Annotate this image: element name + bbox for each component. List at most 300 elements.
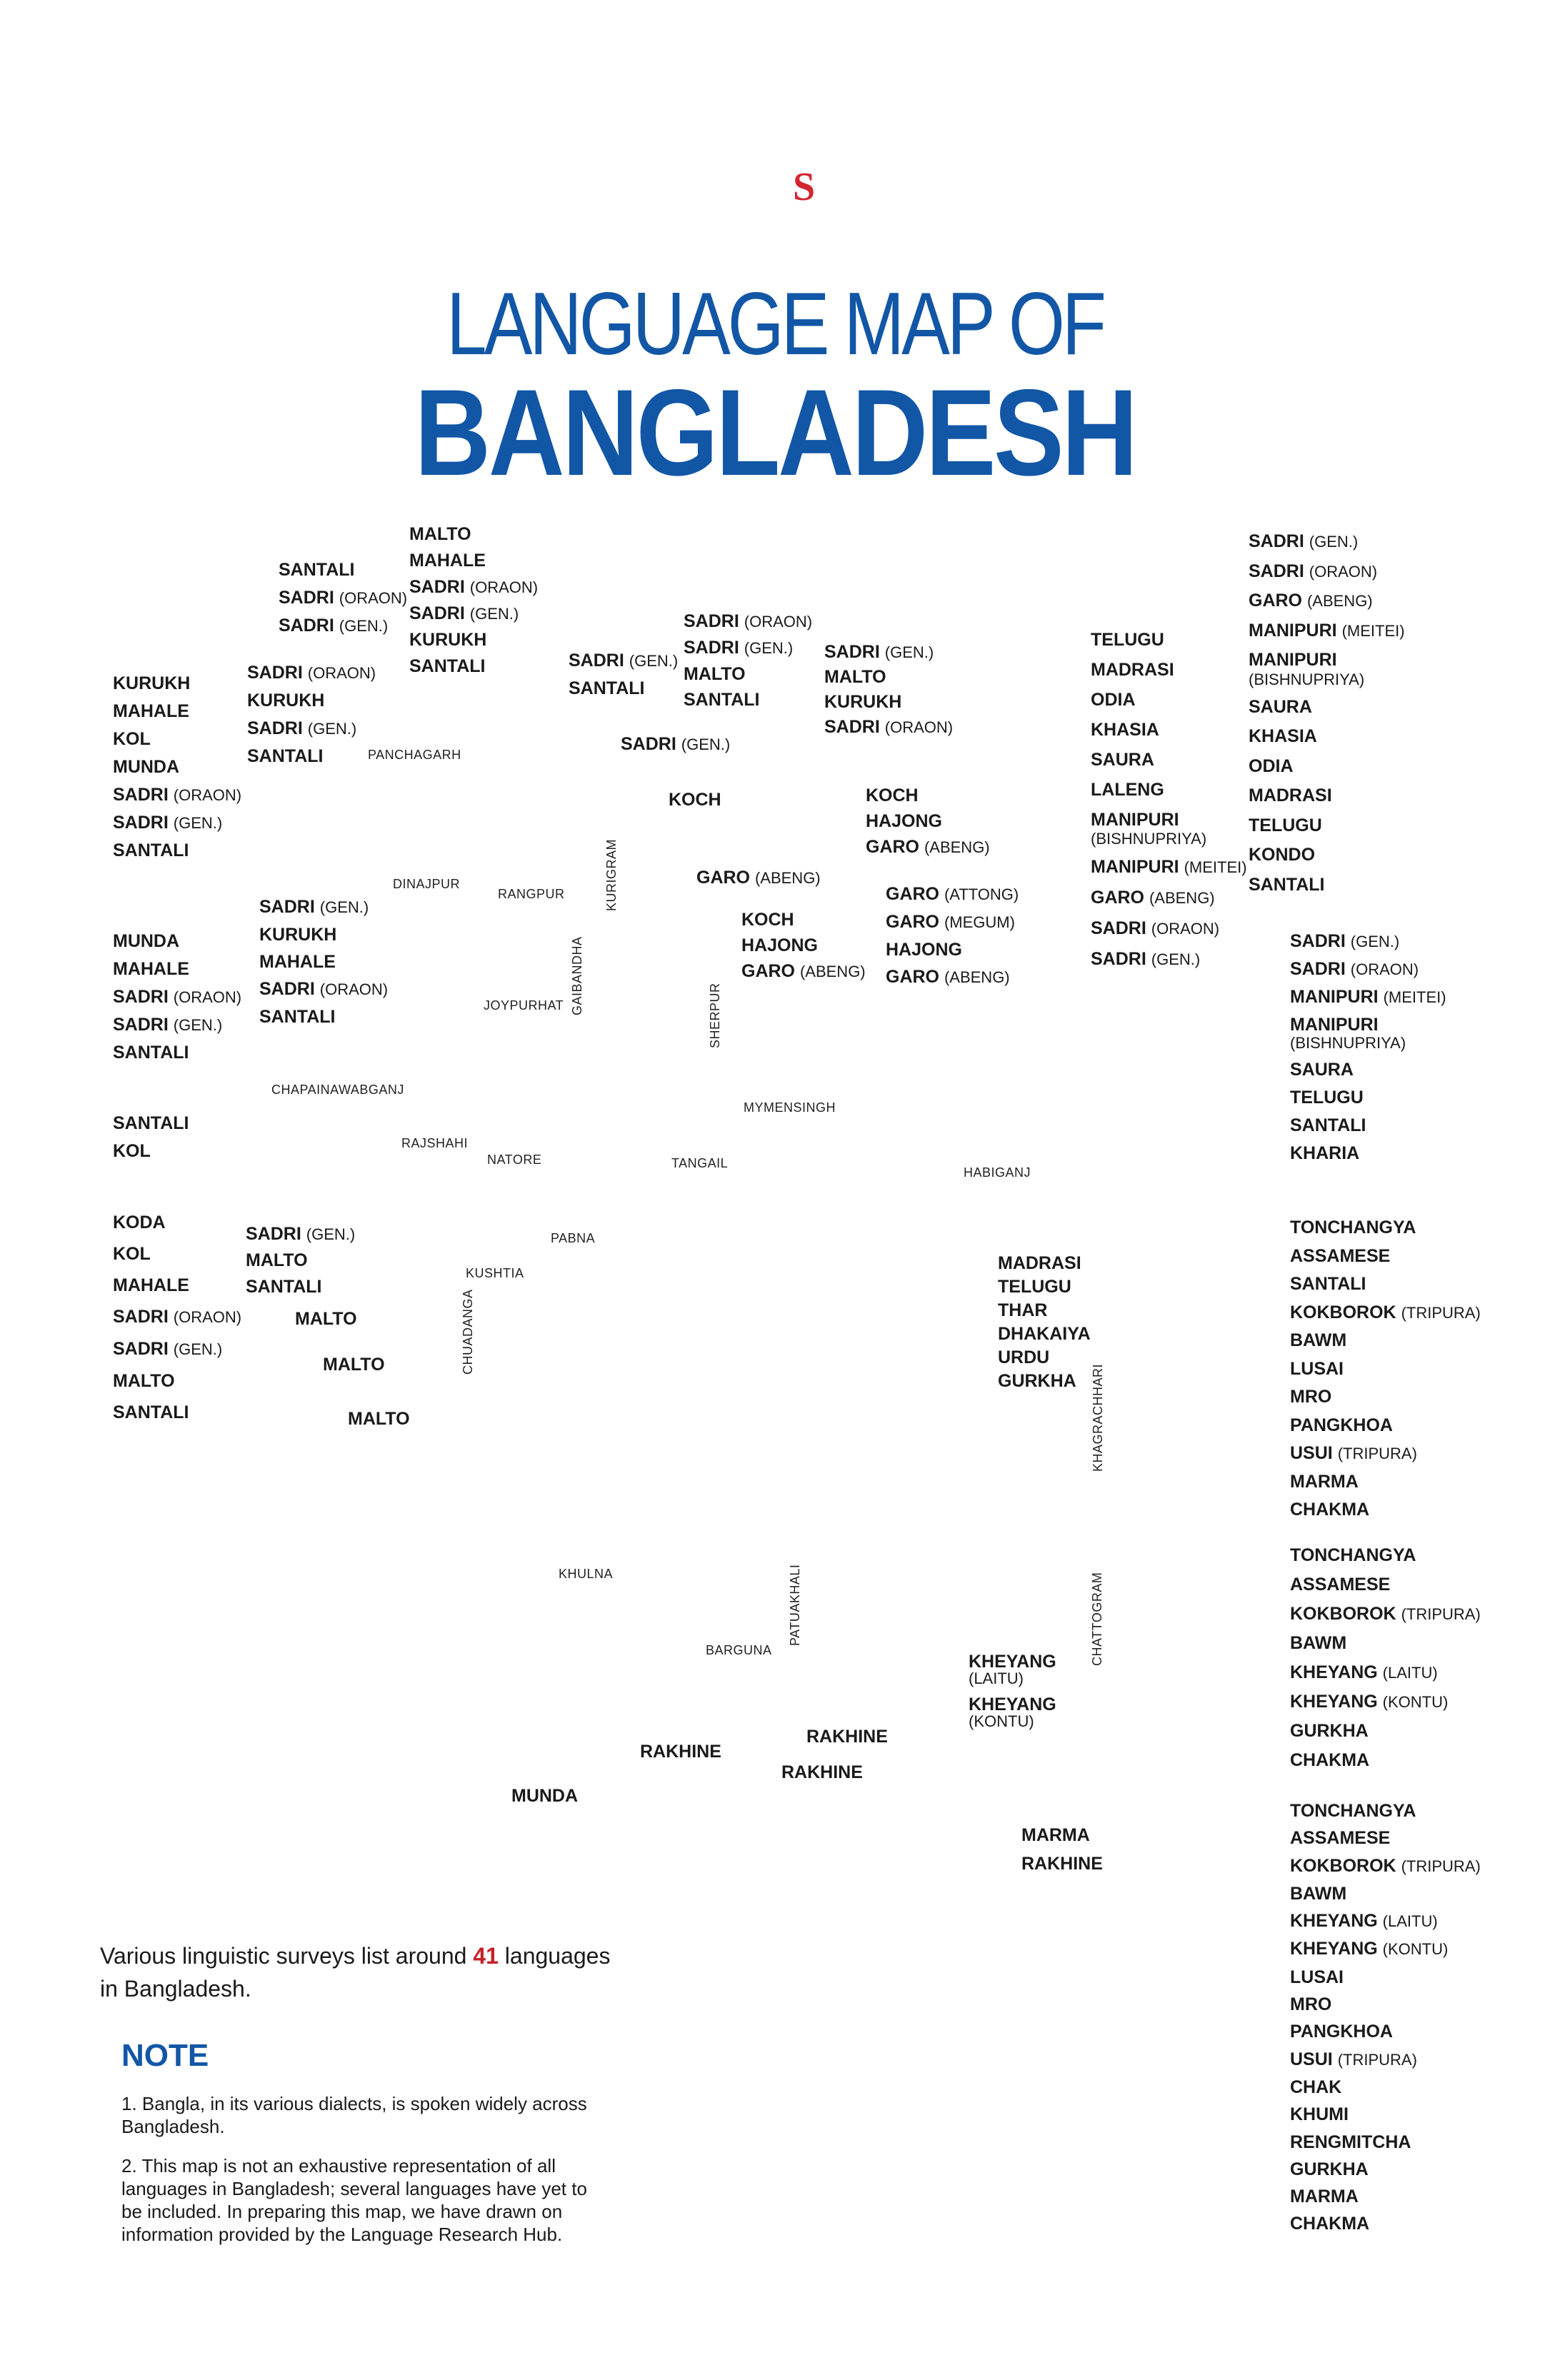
language-name: ODIA [1091,690,1136,710]
language-group-rakhine-3 [781,1759,863,1787]
language-name: SADRI [113,1015,169,1035]
language-entry [247,715,376,743]
language-entry [409,521,538,548]
language-name: KOCH [866,785,919,805]
language-name: MALTO [323,1355,385,1375]
language-entry [259,975,388,1003]
language-entry [781,1759,863,1787]
language-entry [1290,1112,1446,1140]
language-group-northeast-1 [1249,527,1405,900]
language-name: BAWM [1290,1883,1347,1904]
language-name: GARO [696,868,750,888]
language-entry [1290,2129,1481,2156]
language-name: SANTALI [684,690,760,710]
language-name: MAHALE [113,959,189,979]
language-entry [1290,1270,1481,1299]
language-name: SADRI [247,663,303,683]
language-name: SANTALI [113,1113,189,1133]
language-name: KURUKH [259,925,337,945]
language-entry [259,948,388,975]
language-entry [1091,715,1247,745]
language-entry [1091,883,1247,913]
language-name: KHEYANG [969,1694,1056,1714]
language-name: SADRI [246,1224,301,1244]
language-entry [741,933,866,958]
language-name: LUSAI [1290,1358,1344,1379]
language-name: GARO [866,837,919,857]
language-entry [113,1397,241,1428]
language-name: MRO [1290,1387,1332,1407]
language-group-dinajpur [259,893,388,1030]
language-entry [113,698,241,725]
language-entry [1290,2074,1481,2101]
title-line-1: LANGUAGE MAP OF [446,275,1104,373]
language-entry [113,1365,241,1397]
place-label-mymensingh: MYMENSINGH [744,1100,836,1115]
language-entry [998,1346,1091,1370]
language-name: MANIPURI [1091,810,1179,830]
language-entry [1290,1797,1481,1824]
language-name: SADRI [1290,959,1346,979]
language-entry [998,1322,1091,1346]
language-name: USUI [1290,2049,1333,2069]
language-qualifier: (MEITEI) [1341,621,1405,640]
language-group-west-1 [113,928,241,1067]
language-qualifier: (ORAON) [1350,960,1419,978]
language-entry [1290,1629,1481,1658]
language-group-panchagarh-3 [247,659,376,770]
language-entry [1249,693,1405,723]
language-entry [1290,1880,1481,1907]
language-name: MANIPURI [1290,987,1379,1007]
language-name: SADRI [1091,918,1146,938]
language-name: ASSAMESE [1290,1828,1391,1849]
language-group-north-3 [621,730,730,758]
language-qualifier: (TRIPURA) [1337,2050,1417,2069]
language-entry [1290,1242,1481,1271]
language-entry [1290,1991,1481,2018]
language-entry [1091,775,1247,805]
language-name: SAURA [1290,1060,1354,1080]
language-name: RAKHINE [806,1727,888,1747]
language-entry [1290,2046,1481,2074]
language-entry [113,1207,241,1238]
language-group-rakhine-2 [640,1738,721,1766]
language-name: HAJONG [866,811,942,831]
language-name: KURUKH [824,692,902,712]
language-entry [1290,1658,1481,1687]
language-entry [1290,1746,1481,1775]
language-entry [259,1003,388,1030]
language-entry [684,661,812,687]
language-group-northwest-1 [113,670,241,865]
language-name: KHASIA [1249,726,1317,746]
language-group-malto-2 [323,1351,385,1379]
language-entry [1290,2156,1481,2183]
language-qualifier: (GEN.) [1350,933,1400,950]
language-name: MAHALE [409,551,486,571]
language-entry [279,584,407,612]
language-entry [1290,1717,1481,1746]
language-name: THAR [998,1300,1048,1320]
language-name: KURUKH [113,673,191,693]
language-qualifier: (ABENG) [754,869,821,887]
language-name: MANIPURI [1091,857,1179,877]
language-name: GURKHA [998,1371,1076,1391]
language-entry [1249,616,1405,646]
language-name: MADRASI [1249,785,1332,805]
language-entry [998,1275,1091,1299]
language-name: TONCHANGYA [1290,1217,1416,1237]
language-entry [247,659,376,687]
language-name: KOKBOROK [1290,1855,1396,1876]
language-entry [1249,811,1405,841]
language-qualifier: (GEN.) [319,898,369,916]
language-name: MADRASI [998,1253,1081,1273]
language-name: SANTALI [113,1043,189,1063]
language-name: KHEYANG [969,1652,1056,1672]
language-group-west-2 [113,1110,189,1165]
language-entry [1290,1852,1481,1880]
language-name: MARMA [1290,1471,1359,1492]
language-name: ODIA [1249,755,1294,776]
language-name: KOL [113,729,151,749]
note-title: NOTE [121,2038,209,2073]
language-name: TELUGU [1290,1088,1364,1108]
language-entry [1290,2018,1481,2045]
language-entry [1290,1084,1446,1112]
language-name: SADRI [409,603,465,623]
language-entry [1249,840,1405,870]
language-qualifier: (GEN.) [173,1340,223,1358]
language-group-kushtia [246,1221,355,1300]
language-qualifier: (MEGUM) [944,913,1015,931]
place-label-khulna: KHULNA [559,1567,614,1581]
language-name: KOKBOROK [1290,1604,1396,1624]
language-qualifier: (ABENG) [1149,889,1215,907]
language-name: SANTALI [409,656,486,676]
language-name: KURUKH [409,630,487,650]
language-name: KODA [113,1212,166,1232]
language-qualifier: (ORAON) [173,988,242,1006]
language-qualifier: (ORAON) [173,1308,242,1326]
language-entry [998,1252,1091,1275]
language-name: SADRI [113,785,169,805]
language-group-north-1 [569,647,678,703]
language-entry [886,936,1019,963]
language-name: KHEYANG [1290,1911,1378,1932]
language-name: SADRI [1290,931,1346,951]
language-name: MRO [1290,1994,1332,2015]
language-name: KOKBOROK [1290,1302,1396,1322]
language-name: SANTALI [246,1277,322,1297]
language-name: SANTALI [247,746,324,766]
language-entry [113,670,241,698]
language-qualifier: (GEN.) [306,1225,356,1243]
language-qualifier: (GEN.) [629,652,679,670]
language-qualifier: (ORAON) [469,578,539,596]
place-label-khagrachhari: KHAGRACHHARI [1091,1363,1105,1472]
language-name: RENGMITCHA [1290,2132,1411,2152]
language-name: CHAKMA [1290,1750,1370,1770]
language-name: TONCHANGYA [1290,1801,1416,1821]
language-entry [1249,586,1405,616]
language-entry [1290,1056,1446,1084]
language-entry [1021,1849,1103,1878]
note-item-1: 1. Bangla, in its various dialects, is spoken widely across Bangladesh. [121,2093,587,2137]
language-entry [409,627,538,653]
language-entry [113,1301,241,1333]
language-name: GARO [886,884,939,904]
language-name: SANTALI [1249,874,1325,895]
language-entry [741,907,866,933]
language-entry [1290,928,1446,955]
language-entry [1091,913,1247,944]
language-entry [824,665,953,690]
place-label-chapainawabganj: CHAPAINAWABGANJ [271,1083,404,1097]
language-qualifier: (BISHNUPRIYA) [1091,830,1207,848]
language-name: MALTO [295,1309,357,1329]
survey-text-line2: in Bangladesh. [100,1976,251,2002]
language-qualifier: (LAITU) [1382,1664,1438,1682]
place-label-chattogram: CHATTOGRAM [1090,1572,1104,1666]
language-name: KHASIA [1091,720,1159,740]
language-entry [866,783,990,808]
language-entry [259,921,388,948]
language-name: SADRI [1249,531,1304,551]
language-qualifier: (TRIPURA) [1401,1605,1481,1623]
language-name: SADRI [259,897,315,917]
note-item-2: 2. This map is not an exhaustive representation of all languages in Bangladesh; several languages have yet to be included. In preparing this map, we have drawn on information provided by the Language Research Hub. [121,2155,587,2245]
survey-summary [100,1939,610,2005]
place-label-rangpur: RANGPUR [498,887,565,901]
language-name: ASSAMESE [1290,1575,1391,1595]
language-name: SADRI [279,588,334,608]
language-name: RAKHINE [1021,1854,1103,1874]
language-name: MANIPURI [1249,650,1337,670]
language-group-north-4 [824,640,953,740]
language-name: GURKHA [1290,2159,1369,2179]
language-entry [1290,955,1446,983]
language-name: SADRI [113,987,169,1007]
language-entry [1290,1496,1481,1525]
language-name: MANIPURI [1249,620,1337,641]
language-name: BAWM [1290,1633,1347,1653]
language-entry [323,1351,385,1379]
language-name: SANTALI [1290,1115,1366,1135]
language-name: MADRASI [1091,660,1174,680]
language-name: SADRI [259,979,315,999]
language-entry [684,608,812,635]
language-entry [246,1221,355,1247]
language-name: PANGKHOA [1290,2022,1393,2042]
language-name: SANTALI [113,840,189,860]
language-qualifier: (ORAON) [1309,562,1378,581]
language-entry [247,743,376,770]
language-name: ASSAMESE [1290,1245,1391,1266]
language-entry [1091,745,1247,775]
language-qualifier: (ORAON) [319,980,389,998]
language-name: BAWM [1290,1330,1347,1350]
language-entry [741,958,866,985]
language-qualifier: (GEN.) [1151,950,1201,968]
language-entry [113,1039,241,1067]
language-qualifier: (ATTONG) [944,885,1019,903]
language-name: CHAKMA [1290,1500,1370,1520]
language-entry [1290,1935,1481,1963]
language-entry [1290,1687,1481,1717]
language-name: KHEYANG [1290,1692,1378,1712]
language-entry [113,1138,189,1165]
place-label-kurigram: KURIGRAM [604,838,619,911]
language-entry [1290,1964,1481,1991]
language-entry [1290,1412,1481,1440]
language-name: KHEYANG [1290,1662,1378,1682]
language-entry [246,1274,355,1300]
language-entry [1290,1299,1481,1327]
language-group-mymensingh-2 [886,880,1019,991]
language-qualifier: (KONTU) [1382,1693,1449,1711]
place-label-rajshahi: RAJSHAHI [401,1136,469,1150]
language-name: URDU [998,1347,1050,1367]
language-entry [1290,1541,1481,1570]
language-name: SADRI [824,642,880,662]
language-qualifier: (BISHNUPRIYA) [1290,1034,1406,1052]
language-entry [1290,1383,1481,1412]
language-entry [1091,852,1247,883]
language-name: MAHALE [113,701,189,721]
language-qualifier: (ORAON) [1151,920,1220,938]
language-qualifier: (KONTU) [969,1712,1034,1730]
language-name: KURUKH [247,691,325,711]
place-label-tangail: TANGAIL [671,1156,729,1170]
language-entry [1290,1214,1481,1242]
language-qualifier: (TRIPURA) [1337,1445,1417,1462]
language-entry [1249,557,1405,587]
language-qualifier: (ORAON) [744,613,813,631]
language-entry [696,864,821,892]
language-name: SADRI [684,611,739,631]
language-entry [1091,685,1247,715]
language-group-munda-south [511,1782,578,1810]
language-name: SADRI [569,651,624,671]
language-name: KOCH [669,790,721,810]
language-group-hilltracts-1 [1290,1214,1481,1525]
language-name: SANTALI [279,560,355,580]
language-entry [113,928,241,955]
language-group-koch [669,786,721,814]
language-entry [1249,527,1405,557]
language-entry [866,808,990,834]
language-name: MALTO [348,1409,410,1429]
language-name: SADRI [684,638,739,658]
language-entry [1290,1140,1446,1168]
language-name: SADRI [409,577,465,597]
language-name: CHAKMA [1290,2214,1370,2234]
place-label-gaibandha: GAIBANDHA [570,936,584,1015]
language-qualifier: (LAITU) [969,1669,1024,1687]
language-entry [1290,1355,1481,1384]
language-entry [113,809,241,837]
language-name: SADRI [113,1307,169,1327]
language-entry [866,834,990,860]
language-entry [1091,944,1247,975]
language-group-malto-3 [348,1405,410,1433]
language-group-garo-1 [696,864,821,892]
language-entry [1249,781,1405,811]
title-line-2: BANGLADESH [414,364,1136,501]
language-qualifier: (TRIPURA) [1401,1303,1481,1322]
language-name: LALENG [1091,780,1164,800]
language-group-panchagarh-1 [279,556,407,640]
language-entry [1290,2210,1481,2237]
language-group-panchagarh-2 [409,521,538,680]
publication-logo: S [793,165,816,209]
language-group-coxsbazar [1021,1821,1103,1878]
language-qualifier: (BISHNUPRIYA) [1249,670,1365,688]
place-label-sherpur: SHERPUR [708,983,722,1048]
language-name: PANGKHOA [1290,1415,1393,1435]
language-qualifier: (GEN.) [1309,533,1359,551]
place-label-natore: NATORE [487,1153,542,1167]
language-qualifier: (ABENG) [1306,592,1373,610]
language-name: MANIPURI [1290,1015,1379,1035]
language-entry [684,635,812,661]
language-entry [409,548,538,574]
survey-count: 41 [473,1943,499,1969]
language-name: HAJONG [886,940,962,960]
language-entry [409,574,538,601]
language-entry [409,653,538,680]
language-entry [640,1738,721,1766]
language-name: SADRI [279,616,334,636]
language-name: SADRI [113,813,169,833]
language-name: MALTO [684,664,746,684]
language-qualifier: (GEN.) [173,814,223,832]
language-name: SANTALI [113,1402,189,1422]
language-entry [113,753,241,781]
language-entry [1290,1468,1481,1497]
language-entry [569,675,678,703]
language-entry [998,1370,1091,1393]
language-entry [1290,1907,1481,1935]
language-name: DHAKAIYA [998,1324,1091,1344]
place-label-patuakhali: PATUAKHALI [788,1564,802,1646]
language-name: GARO [1249,591,1302,611]
language-entry [621,730,730,758]
language-entry [295,1305,357,1333]
language-group-sylhet [1091,625,1247,975]
language-group-dhaka [998,1252,1091,1393]
language-name: SANTALI [569,678,645,698]
survey-text-pre: Various linguistic surveys list around [100,1943,474,1969]
language-entry [113,955,241,983]
language-entry [113,983,241,1011]
language-name: KONDO [1249,845,1316,865]
language-entry [824,690,953,715]
language-name: MALTO [113,1371,175,1391]
language-name: TELUGU [998,1277,1071,1297]
language-entry [1091,625,1247,655]
language-entry [806,1723,888,1751]
language-name: KHARIA [1290,1143,1360,1163]
language-name: KHUMI [1290,2104,1349,2125]
language-qualifier: (ORAON) [307,664,376,682]
language-entry [669,786,721,814]
language-group-malto-1 [295,1305,357,1333]
language-name: SADRI [1249,561,1304,581]
language-entry [684,687,812,713]
